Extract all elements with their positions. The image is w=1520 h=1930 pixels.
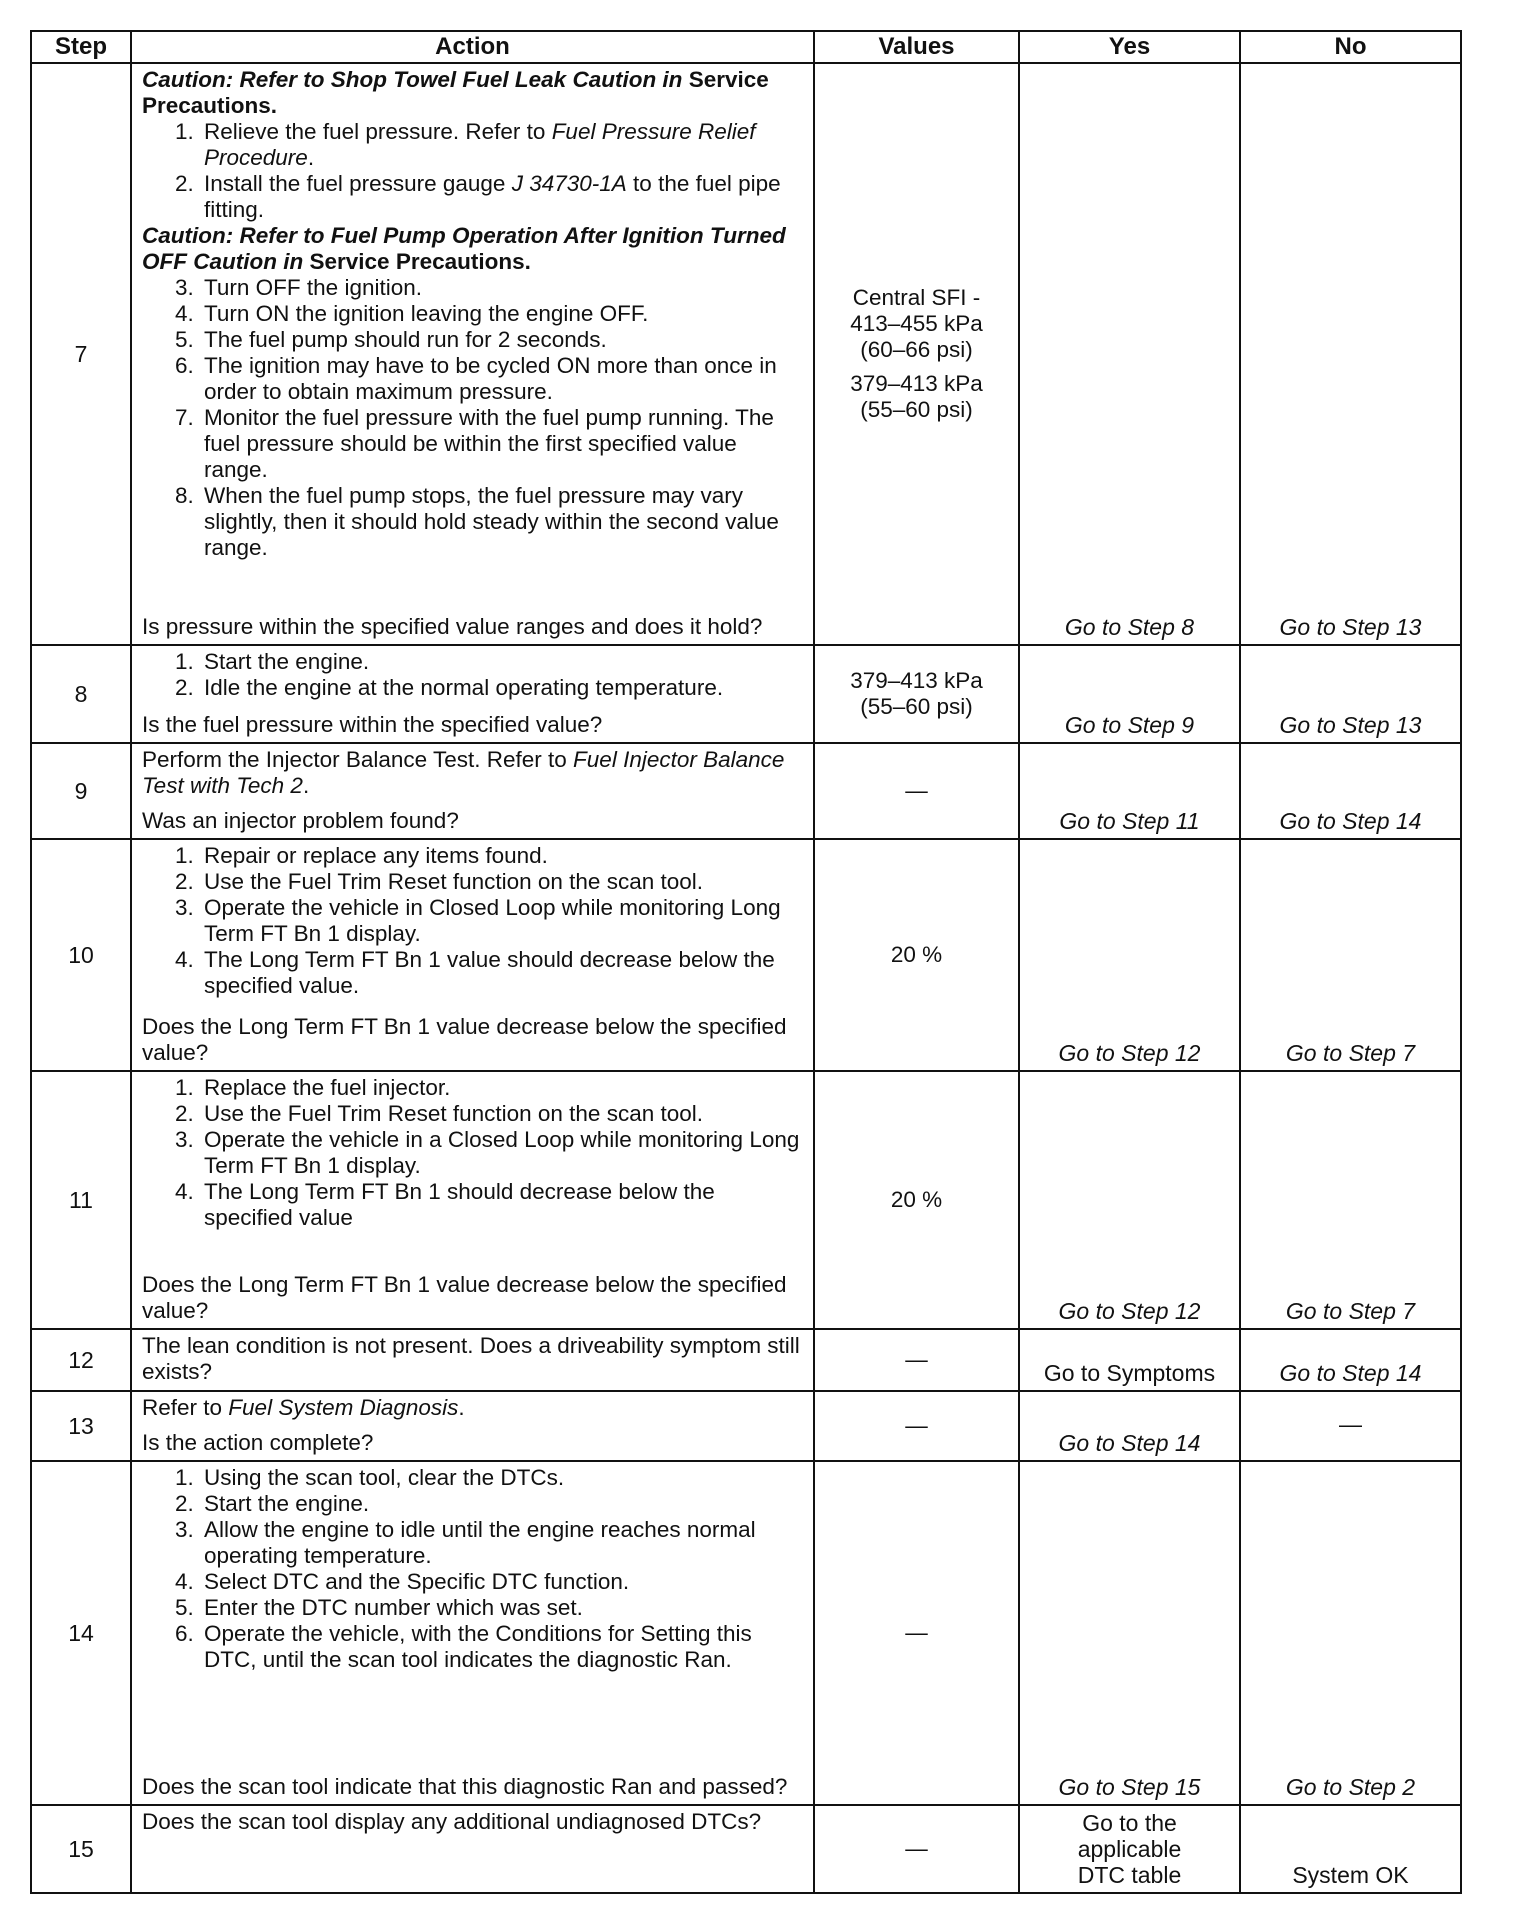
action-item: 3. Operate the vehicle in a Closed Loop while monitoring Long Term FT Bn 1 display. (200, 1127, 803, 1179)
action-cell (131, 743, 814, 839)
yes-cell: Go to Step 15 (1019, 1461, 1240, 1805)
yes-cell: Go to Step 14 (1019, 1391, 1240, 1461)
caution-note: Caution: Refer to Shop Towel Fuel Leak Caution in Service Precautions. (142, 67, 769, 118)
no-cell: System OK (1240, 1805, 1461, 1893)
action-list (142, 275, 803, 561)
step-number: 10 (31, 839, 131, 1071)
action-list (142, 649, 803, 701)
action-item: 2. Install the fuel pressure gauge J 34730-1A to the fuel pipe fitting. (200, 171, 803, 223)
no-cell: Go to Step 13 (1240, 645, 1461, 743)
step-question: Does the scan tool indicate that this diagnostic Ran and passed? (142, 1774, 788, 1799)
values-cell: — (814, 1805, 1019, 1893)
table-row (31, 1329, 1461, 1391)
header-no: No (1240, 31, 1461, 63)
no-cell: Go to Step 14 (1240, 1329, 1461, 1391)
yes-cell: Go to Step 12 (1019, 839, 1240, 1071)
action-item: 1. Repair or replace any items found. (200, 843, 803, 869)
action-cell (131, 1071, 814, 1329)
action-item: 2. Use the Fuel Trim Reset function on the scan tool. (200, 869, 803, 895)
caution-note: Caution: Refer to Fuel Pump Operation After Ignition Turned OFF Caution in Service Precautions. (142, 223, 786, 274)
header-step: Step (31, 31, 131, 63)
table-row (31, 1805, 1461, 1893)
action-item: 2. Idle the engine at the normal operating temperature. (200, 675, 803, 701)
value-line: Central SFI - (852, 285, 981, 310)
header-values: Values (814, 31, 1019, 63)
value-line: (55–60 psi) (860, 397, 973, 422)
step-question: Is the fuel pressure within the specified value? (142, 712, 603, 737)
yes-cell: Go to Step 8 (1019, 63, 1240, 645)
action-item: 3. Turn OFF the ignition. (200, 275, 803, 301)
step-number: 7 (31, 63, 131, 645)
action-item: 4. The Long Term FT Bn 1 should decrease below the specified value (200, 1179, 803, 1231)
step-question: Is pressure within the specified value ranges and does it hold? (142, 614, 763, 639)
values-cell: — (814, 1391, 1019, 1461)
step-number: 9 (31, 743, 131, 839)
step-question: Is the action complete? (142, 1430, 374, 1455)
value-line: 413–455 kPa (850, 311, 983, 336)
action-text: Refer to Fuel System Diagnosis. (142, 1395, 465, 1420)
yes-cell: Go to Step 9 (1019, 645, 1240, 743)
header-row (31, 31, 1461, 63)
action-cell (131, 645, 814, 743)
action-cell (131, 1461, 814, 1805)
step-number: 15 (31, 1805, 131, 1893)
values-cell: — (814, 1329, 1019, 1391)
action-item: 3. Operate the vehicle in Closed Loop while monitoring Long Term FT Bn 1 display. (200, 895, 803, 947)
step-number: 8 (31, 645, 131, 743)
step-question: Does the Long Term FT Bn 1 value decrease below the specified value? (142, 1272, 787, 1323)
step-question: Does the Long Term FT Bn 1 value decrease below the specified value? (142, 1014, 787, 1065)
action-cell (131, 1805, 814, 1893)
value-line: (60–66 psi) (860, 337, 973, 362)
header-yes: Yes (1019, 31, 1240, 63)
action-item: 1. Relieve the fuel pressure. Refer to Fuel Pressure Relief Procedure. (200, 119, 803, 171)
no-cell: — (1240, 1391, 1461, 1461)
values-cell: — (814, 1461, 1019, 1805)
yes-cell: Go to the applicable DTC table (1019, 1805, 1240, 1893)
action-item: 1. Replace the fuel injector. (200, 1075, 803, 1101)
action-item: 4. Select DTC and the Specific DTC function. (200, 1569, 803, 1595)
yes-cell: Go to Symptoms (1019, 1329, 1240, 1391)
yes-cell: Go to Step 12 (1019, 1071, 1240, 1329)
action-cell (131, 1329, 814, 1391)
value-line: 379–413 kPa (850, 668, 983, 693)
action-cell (131, 839, 814, 1071)
action-text: The lean condition is not present. Does a driveability symptom still exists? (142, 1333, 800, 1384)
table-row (31, 743, 1461, 839)
action-list (142, 1465, 803, 1673)
action-item: 3. Allow the engine to idle until the engine reaches normal operating temperature. (200, 1517, 803, 1569)
no-cell: Go to Step 13 (1240, 63, 1461, 645)
table-row (31, 839, 1461, 1071)
step-number: 14 (31, 1461, 131, 1805)
values-cell (814, 63, 1019, 645)
action-item: 5. Enter the DTC number which was set. (200, 1595, 803, 1621)
action-cell (131, 63, 814, 645)
header-action: Action (131, 31, 814, 63)
action-item: 2. Use the Fuel Trim Reset function on the scan tool. (200, 1101, 803, 1127)
action-item: 2. Start the engine. (200, 1491, 803, 1517)
step-number: 12 (31, 1329, 131, 1391)
action-item: 6. The ignition may have to be cycled ON more than once in order to obtain maximum pressure. (200, 353, 803, 405)
action-item: 1. Start the engine. (200, 649, 803, 675)
action-list (142, 843, 803, 999)
diagnostic-table (30, 30, 1462, 1894)
step-question: Was an injector problem found? (142, 808, 459, 833)
action-item: 4. Turn ON the ignition leaving the engine OFF. (200, 301, 803, 327)
action-list (142, 119, 803, 223)
table-row (31, 645, 1461, 743)
step-number: 11 (31, 1071, 131, 1329)
action-item: 5. The fuel pump should run for 2 seconds. (200, 327, 803, 353)
step-number: 13 (31, 1391, 131, 1461)
action-item: 1. Using the scan tool, clear the DTCs. (200, 1465, 803, 1491)
table-row (31, 1461, 1461, 1805)
table-row (31, 63, 1461, 645)
action-item: 8. When the fuel pump stops, the fuel pressure may vary slightly, then it should hold steady within the second value range. (200, 483, 803, 561)
action-item: 6. Operate the vehicle, with the Conditions for Setting this DTC, until the scan tool indicates the diagnostic Ran. (200, 1621, 803, 1673)
values-cell (814, 645, 1019, 743)
no-cell: Go to Step 7 (1240, 839, 1461, 1071)
values-cell: 20 % (814, 839, 1019, 1071)
action-text: Perform the Injector Balance Test. Refer to Fuel Injector Balance Test with Tech 2. (142, 747, 785, 798)
value-line: 379–413 kPa (850, 371, 983, 396)
table-row (31, 1391, 1461, 1461)
action-list (142, 1075, 803, 1231)
value-line: (55–60 psi) (860, 694, 973, 719)
no-cell: Go to Step 7 (1240, 1071, 1461, 1329)
action-item: 4. The Long Term FT Bn 1 value should decrease below the specified value. (200, 947, 803, 999)
action-text: Does the scan tool display any additional undiagnosed DTCs? (142, 1809, 762, 1834)
table-row (31, 1071, 1461, 1329)
action-item: 7. Monitor the fuel pressure with the fuel pump running. The fuel pressure should be within the first specified value range. (200, 405, 803, 483)
no-cell: Go to Step 14 (1240, 743, 1461, 839)
no-cell: Go to Step 2 (1240, 1461, 1461, 1805)
values-cell: — (814, 743, 1019, 839)
yes-cell: Go to Step 11 (1019, 743, 1240, 839)
values-cell: 20 % (814, 1071, 1019, 1329)
action-cell (131, 1391, 814, 1461)
